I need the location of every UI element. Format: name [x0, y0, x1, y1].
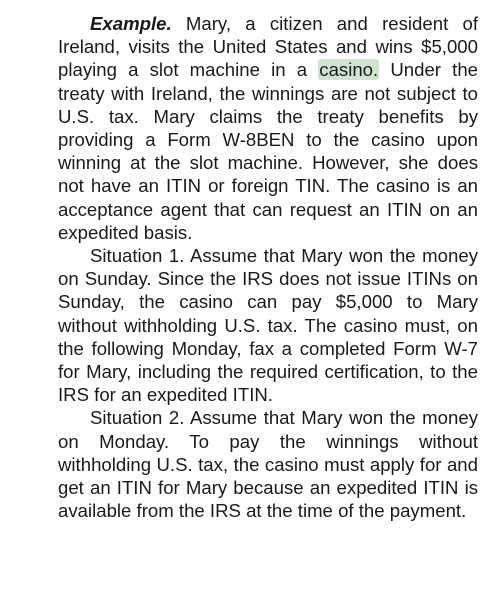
paragraph-example	[58, 12, 478, 244]
example-heading: Example.	[90, 13, 172, 34]
example-text-part-1: Mary, a citizen and resident of Ireland, visits the United States and wins $5,000 playing a slot machine in a	[58, 13, 478, 81]
document-body	[58, 12, 478, 522]
paragraph-situation-2: Situation 2. Assume that Mary won the money on Monday. To pay the winnings without withholding U.S. tax, the casino must apply for and get an ITIN for Mary because an expedited ITIN is available from the IRS at the time of the payment.	[58, 407, 478, 522]
example-text-part-2: Under the treaty with Ireland, the winnings are not subject to U.S. tax. Mary claims the treaty benefits by providing a Form W-8BEN to the casino upon winning at the slot machine. However, she does not have an ITIN or foreign TIN. The casino is an acceptance agent that can request an ITIN on an expedited basis.	[58, 59, 478, 243]
highlighted-word: casino.	[319, 59, 379, 81]
paragraph-situation-1: Situation 1. Assume that Mary won the money on Sunday. Since the IRS does not issue ITINs on Sunday, the casino can pay $5,000 to Mary without withholding U.S. tax. The casino must, on the following Monday, fax a completed Form W-7 for Mary, including the required certification, to the IRS for an expedited ITIN.	[58, 245, 478, 406]
